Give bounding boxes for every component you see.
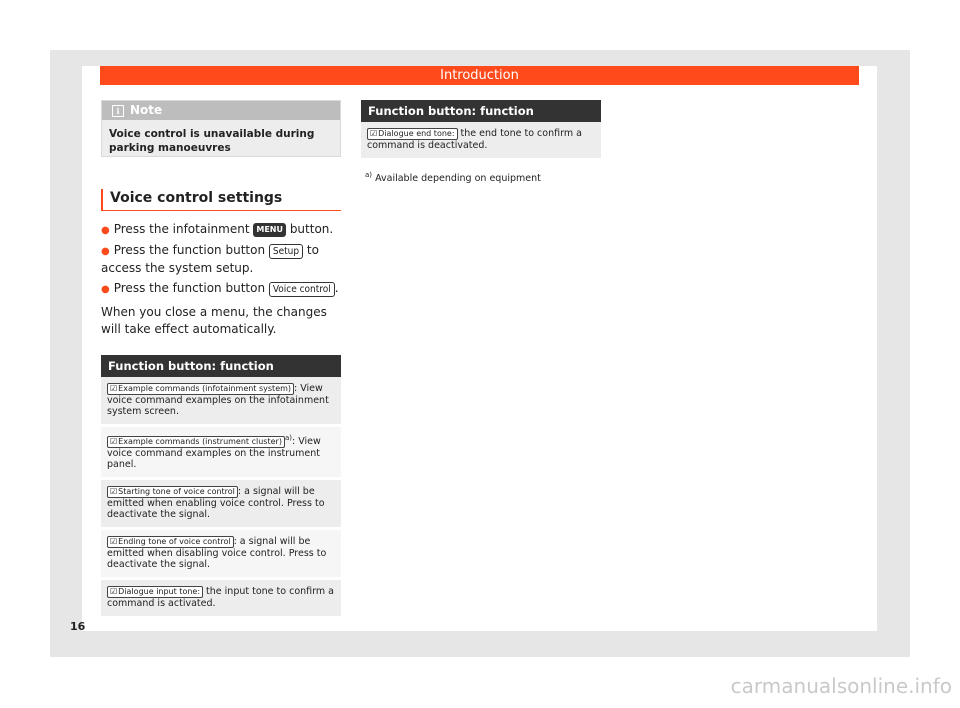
note-header [102,101,340,120]
row-text: : a signal will be emitted when enabling voice control. Press to deactivate the signal. [107,486,325,521]
footnote-marker: a) [365,171,373,179]
note-label: Note [130,103,163,117]
table-row [101,580,341,619]
table-body [361,122,601,161]
checkbox-button-label [367,128,458,140]
checkbox-button-label [107,436,285,448]
checkbox-icon: ☑ [110,487,118,497]
checkbox-button-label [107,586,203,598]
checkbox-button-label [107,536,234,548]
info-paragraph: When you close a menu, the changes will take effect automatically. [101,305,327,336]
table-row [101,480,341,530]
button-text: Dialogue input tone: [118,587,201,597]
bullet-icon: ● [101,225,110,236]
row-text: : View voice command examples on the instrument panel. [107,436,321,471]
step-post: . [334,281,339,295]
bullet-icon: ● [101,284,110,295]
step-item [101,280,341,298]
step-post: to access the system setup. [101,243,319,275]
table-header: Function button: function [361,100,601,122]
bullet-icon: ● [101,246,110,257]
table-header: Function button: function [101,355,341,377]
middle-column [361,100,601,184]
section-title: Voice control settings [101,189,341,211]
button-text: Example commands (infotainment system) [118,384,292,393]
button-text: Example commands (instrument cluster) [118,437,282,447]
step-pre: Press the infotainment [113,222,250,236]
step-item [101,221,341,239]
step-pre: Press the function button [113,243,266,257]
function-table-right [361,100,601,161]
button-text: Ending tone of voice control [118,537,231,547]
button-text: Dialogue end tone: [378,129,455,138]
row-text: the input tone to confirm a command is activated. [107,586,334,610]
menu-button-icon: MENU [253,223,286,237]
button-text: Starting tone of voice control [118,487,235,497]
checkbox-icon: ☑ [110,537,118,547]
row-text: : a signal will be emitted when disabling voice control. Press to deactivate the signal. [107,536,327,571]
note-text: Voice control is unavailable during parking manoeuvres [109,128,315,154]
function-table-left [101,355,341,619]
checkbox-button-label [107,486,238,498]
watermark: carmanualsonline.info [730,674,952,698]
checkbox-icon: ☑ [110,437,118,447]
step-item [101,242,341,277]
step-pre: Press the function button [113,281,266,295]
checkbox-icon: ☑ [370,129,378,138]
table-row [101,427,341,480]
row-text: : View voice command examples on the infotainment system screen. [107,383,329,417]
footnote-text: Available depending on equipment [375,173,541,185]
row-text: the end tone to confirm a command is deactivated. [367,128,582,151]
chapter-header: Introduction [100,66,859,85]
footnote-ref: a) [284,434,292,442]
footnote [361,171,601,184]
table-row [361,122,601,161]
steps-list [101,221,341,298]
checkbox-icon: ☑ [110,587,118,597]
checkbox-button-label [107,383,294,395]
table-row [101,377,341,427]
left-column [101,100,341,619]
page-number: 16 [70,620,86,633]
step-post: button. [289,222,334,236]
table-row [101,530,341,580]
note-box [101,100,341,157]
table-body [101,377,341,619]
info-icon: i [112,105,124,117]
voice-control-button-label: Voice control [269,282,335,297]
checkbox-icon: ☑ [110,384,118,393]
setup-button-label: Setup [269,244,303,259]
